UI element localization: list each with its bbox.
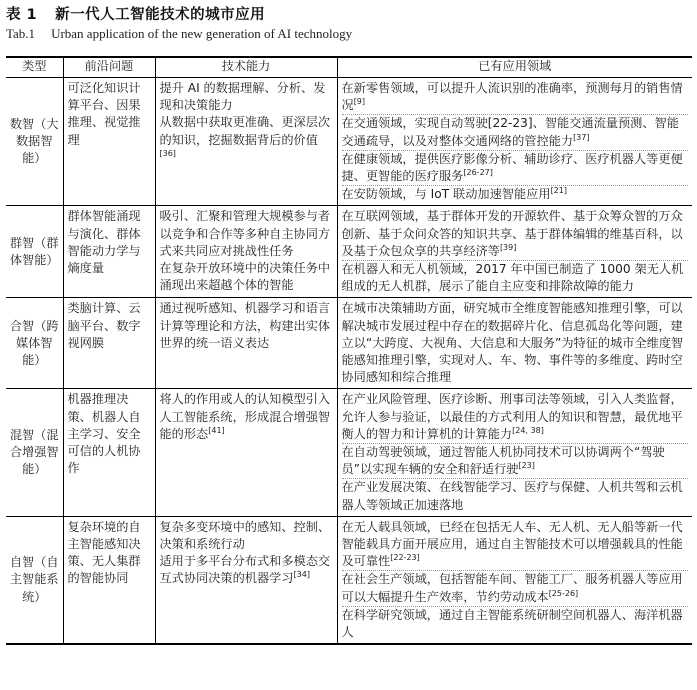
table-title-en: Urban application of the new generation of AI technology [51, 26, 353, 41]
header-applications: 已有应用领域 [337, 57, 692, 78]
capability-item-text: 吸引、汇聚和管理大规模参与者 [159, 209, 331, 224]
application-item [342, 443, 689, 478]
application-item-text: 在社会生产领域，包括智能车间、智能工厂、服务机器人等应用可以大幅提升生产效率，节约劳动成本 [341, 572, 683, 604]
cell-capability [155, 516, 337, 644]
citation-ref: [39] [499, 242, 517, 252]
capability-item-text: 复杂多变环境中的感知、控制、决策和系统行动 [159, 519, 331, 552]
capability-item-text: 将人的作用或人的认知模型引入人工智能系统，形成混合增强智能的形态 [159, 392, 331, 441]
capability-item [160, 260, 333, 294]
application-item-text: 在自动驾驶领域，通过智能人机协同技术可以协调两个“驾驶员”以实现车辆的安全和舒适行驶 [341, 445, 665, 477]
capability-item [160, 519, 333, 553]
application-item [342, 150, 689, 185]
capability-item [160, 226, 333, 260]
application-item-text: 在新零售领域，可以提升人流识别的准确率，预测每月的销售情况 [341, 81, 683, 113]
cell-applications [337, 516, 692, 644]
cell-capability [155, 78, 337, 206]
cell-type: 群智（群体智能） [6, 206, 63, 298]
application-item [342, 208, 689, 260]
citation-ref: [34] [293, 570, 310, 580]
cell-capability [155, 206, 337, 298]
header-frontier: 前沿问题 [63, 57, 155, 78]
application-item [342, 606, 689, 641]
cell-frontier: 复杂环境的自主智能感知决策、无人集群的智能协同 [63, 516, 155, 644]
header-capability: 技术能力 [155, 57, 337, 78]
application-item [342, 260, 689, 295]
citation-ref: [26-27] [463, 168, 493, 178]
application-item [342, 185, 689, 203]
cell-applications [337, 298, 692, 389]
citation-ref: [37] [573, 132, 590, 142]
ai-application-table [6, 56, 692, 645]
cell-type: 自智（自主智能系统） [6, 516, 63, 644]
cell-applications [337, 78, 692, 206]
citation-ref: [36] [159, 148, 176, 158]
header-type: 类型 [6, 57, 63, 78]
table-caption-cn [6, 3, 265, 24]
citation-ref: [25-26] [548, 588, 579, 598]
citation-ref: [41] [208, 425, 225, 435]
capability-item-text: 提升 AI 的数据理解、分析、发现和决策能力 [159, 81, 326, 113]
application-item [342, 114, 689, 149]
capability-item-text: 从数据中获取更准确、更深层次的知识，挖掘数据背后的价值 [159, 115, 331, 147]
application-item [342, 519, 689, 571]
capability-item [160, 80, 333, 114]
table-row [6, 298, 692, 389]
cell-frontier: 机器推理决策、机器人自主学习、安全可信的人机协作 [63, 389, 155, 516]
application-item-text: 在产业风险管理、医疗诊断、刑事司法等领域，引入人类监督，允许人参与验证，以最佳的方式利用人的知识和智慧，最优地平衡人的智力和计算机的计算能力 [341, 392, 683, 441]
citation-ref: [21] [550, 186, 567, 196]
capability-item [160, 553, 333, 587]
cell-frontier: 可泛化知识计算平台、因果推理、视觉推理 [63, 78, 155, 206]
application-item-text: 在安防领域，与 IoT 联动加速智能应用 [341, 187, 551, 202]
capability-item-text: 通过视听感知、机器学习和语言计算等理论和方法，构建出实体世界的统一语义表达 [159, 301, 331, 350]
capability-item-text: 适用于多平台分布式和多模态交互式协同决策的机器学习 [159, 554, 331, 586]
cell-capability [155, 389, 337, 516]
application-item-text: 在健康领域，提供医疗影像分析、辅助诊疗、医疗机器人等更便捷、更智能的医疗服务 [341, 151, 683, 184]
application-item-text: 在互联网领域，基于群体开发的开源软件、基于众筹众智的万众创新、基于众问众答的知识共享、基于群体编辑的维基百科，以及基于众包众享的共享经济等 [341, 209, 683, 258]
capability-item [160, 208, 333, 225]
cell-applications [337, 206, 692, 298]
application-item-text: 在无人载具领域，已经在包括无人车、无人机、无人船等新一代智能载具方面开展应用，通过自主智能技术可以增强载具的性能及可靠性 [341, 519, 683, 569]
cell-applications [337, 389, 692, 516]
cell-frontier: 群体智能涌现与演化、群体智能动力学与熵度量 [63, 206, 155, 298]
table-number-en: Tab.1 [6, 26, 36, 41]
capability-item-text: 在复杂开放环境中的决策任务中涌现出来超越个体的智能 [159, 261, 331, 293]
table-header-row [6, 57, 692, 78]
table-row [6, 389, 692, 516]
application-item-text: 在机器人和无人机领域，2017 年中国已制造了 1000 架无人机组成的无人机群，展示了能自主应变和排除故障的能力 [341, 262, 684, 294]
application-item-text: 在科学研究领域，通过自主智能系统研制空间机器人、海洋机器人 [341, 607, 683, 640]
application-item [342, 300, 689, 386]
table-body [6, 78, 692, 645]
application-item-text: 在城市决策辅助方面，研究城市全维度智能感知推理引擎，可以解决城市发展过程中存在的数据碎片化、信息孤岛化等问题，建立以“大跨度、大视角、大信息和大服务”为特征的城市全维度智能感知推理引擎，实现对人、车、物、事件等的多维度、跨时空协同感知和综合推理 [341, 301, 684, 385]
table-row [6, 78, 692, 206]
citation-ref: [24, 38] [512, 425, 544, 435]
cell-type: 合智（跨媒体智能） [6, 298, 63, 389]
table-title-cn: 新一代人工智能技术的城市应用 [55, 7, 266, 23]
citation-ref: [22-23] [390, 553, 420, 563]
capability-item [160, 300, 333, 352]
table-caption-en [6, 26, 352, 42]
capability-item-text: 以竞争和合作等多种自主协同方式来共同应对挑战性任务 [159, 226, 331, 258]
application-item-text: 在交通领域，实现自动驾驶[22-23]、智能交通流量预测、智能交通疏导，以及对整体交通网络的管控能力 [341, 116, 679, 148]
capability-item [160, 114, 333, 166]
table-row [6, 206, 692, 298]
application-item [342, 80, 689, 114]
cell-type: 混智（混合增强智能） [6, 389, 63, 516]
application-item [342, 478, 689, 513]
capability-item [160, 391, 333, 443]
citation-ref: [9] [353, 97, 366, 107]
cell-type: 数智（大数据智能） [6, 78, 63, 206]
table-row [6, 516, 692, 644]
application-item [342, 391, 689, 443]
application-item [342, 570, 689, 605]
citation-ref: [23] [518, 461, 535, 471]
cell-capability [155, 298, 337, 389]
table-number-cn: 表 1 [6, 7, 38, 23]
application-item-text: 在产业发展决策、在线智能学习、医疗与保健、人机共驾和云机器人等领域正加速落地 [341, 480, 683, 512]
cell-frontier: 类脑计算、云脑平台、数字视网膜 [63, 298, 155, 389]
